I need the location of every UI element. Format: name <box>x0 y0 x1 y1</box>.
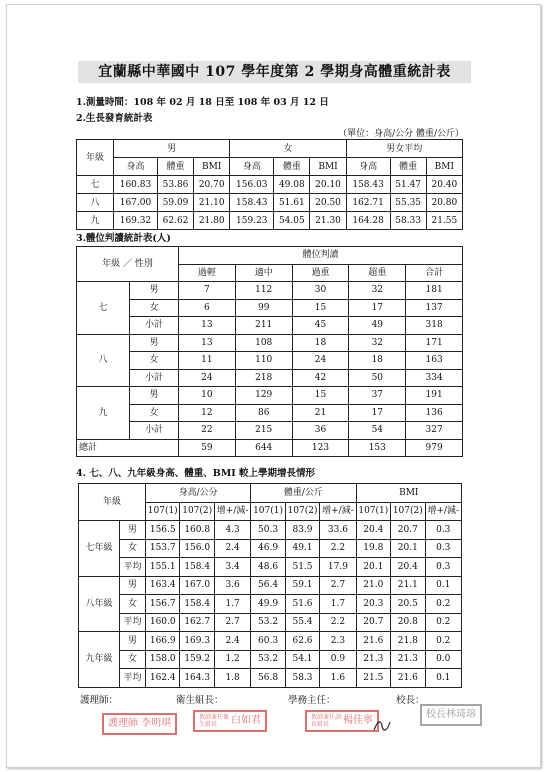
growth-grade-header: 年級 <box>77 140 114 176</box>
value-cell: 21.5 <box>356 669 390 688</box>
value-cell: 137 <box>406 299 463 317</box>
section-body-type-heading: 3.體位判讀統計表(人) <box>76 233 171 244</box>
value-cell: 21.10 <box>194 194 230 212</box>
value-cell: 15 <box>292 299 349 317</box>
body-type-column-header: 過重 <box>292 264 349 282</box>
gender-cell: 女 <box>130 352 179 370</box>
table-row <box>77 212 463 230</box>
change-group-header: BMI <box>356 484 461 503</box>
principal-signature-label: 校長： <box>396 695 425 706</box>
grade-cell: 七 <box>77 176 114 194</box>
value-cell: 1.2 <box>214 650 250 669</box>
change-group-header: 身高/公分 <box>146 484 251 503</box>
value-cell: 59.1 <box>285 576 319 595</box>
value-cell: 129 <box>235 387 292 405</box>
value-cell: 20.4 <box>391 558 425 577</box>
value-cell: 211 <box>235 317 292 335</box>
value-cell: 108 <box>235 334 292 352</box>
change-sub-header: 107(2) <box>180 502 214 521</box>
value-cell: 0.2 <box>425 595 461 614</box>
growth-group-header: 女 <box>230 140 346 158</box>
value-cell: 0.3 <box>425 521 461 540</box>
change-grade-header: 年級 <box>79 484 146 521</box>
value-cell: 20.7 <box>391 521 425 540</box>
value-cell: 54 <box>349 422 406 440</box>
change-table <box>78 483 462 688</box>
table-row <box>79 576 462 595</box>
value-cell: 158.0 <box>146 650 180 669</box>
value-cell: 24 <box>179 369 236 387</box>
gender-cell: 女 <box>130 299 179 317</box>
growth-sub-header: BMI <box>194 158 230 176</box>
table-row <box>79 521 462 540</box>
value-cell: 37 <box>349 387 406 405</box>
value-cell: 21.8 <box>391 632 425 651</box>
grade-cell: 九 <box>77 212 114 230</box>
growth-group-header: 男 <box>114 140 230 158</box>
value-cell: 54.05 <box>274 212 310 230</box>
value-cell: 21.3 <box>356 650 390 669</box>
value-cell: 21.1 <box>391 576 425 595</box>
table-row <box>77 334 463 352</box>
gender-cell: 平均 <box>120 669 146 688</box>
table-row <box>77 299 463 317</box>
value-cell: 20.50 <box>310 194 346 212</box>
section-growth-heading: 2.生長發育統計表 <box>76 113 153 124</box>
value-cell: 0.2 <box>425 632 461 651</box>
body-type-column-header: 超重 <box>349 264 406 282</box>
value-cell: 167.00 <box>114 194 158 212</box>
value-cell: 2.2 <box>320 539 356 558</box>
value-cell: 110 <box>235 352 292 370</box>
value-cell: 51.47 <box>390 176 426 194</box>
gender-cell: 女 <box>130 404 179 422</box>
gender-cell: 女 <box>120 595 146 614</box>
value-cell: 15 <box>292 387 349 405</box>
growth-group-header: 男女平均 <box>346 140 462 158</box>
grade-cell: 九年級 <box>79 632 120 688</box>
value-cell: 7 <box>179 282 236 300</box>
body-type-table <box>76 246 463 457</box>
value-cell: 60.3 <box>251 632 285 651</box>
value-cell: 51.61 <box>274 194 310 212</box>
grade-cell: 九 <box>77 387 130 440</box>
value-cell: 20.7 <box>356 613 390 632</box>
academic-director-stamp-name: 楊佳寧 <box>343 715 373 726</box>
value-cell: 12 <box>179 404 236 422</box>
gender-cell: 平均 <box>120 558 146 577</box>
value-cell: 171 <box>406 334 463 352</box>
table-row <box>77 387 463 405</box>
academic-director-stamp-title: 教師兼任訓育組長 <box>311 713 342 728</box>
value-cell: 86 <box>235 404 292 422</box>
value-cell: 56.4 <box>251 576 285 595</box>
table-row <box>79 632 462 651</box>
gender-cell: 男 <box>120 521 146 540</box>
gender-cell: 男 <box>120 576 146 595</box>
value-cell: 17 <box>349 404 406 422</box>
value-cell: 167.0 <box>180 576 214 595</box>
growth-sub-header: 身高 <box>114 158 158 176</box>
value-cell: 160.8 <box>180 521 214 540</box>
value-cell: 3.4 <box>214 558 250 577</box>
page-title: 宜蘭縣中華國中 107 學年度第 2 學期身高體重統計表 <box>78 61 471 83</box>
grade-cell: 七 <box>77 282 130 335</box>
value-cell: 49.9 <box>251 595 285 614</box>
value-cell: 0.9 <box>320 650 356 669</box>
value-cell: 19.8 <box>356 539 390 558</box>
grade-cell: 八 <box>77 334 130 387</box>
change-group-header: 體重/公斤 <box>251 484 356 503</box>
academic-director-stamp <box>305 710 379 732</box>
table-row <box>77 404 463 422</box>
value-cell: 318 <box>406 317 463 335</box>
academic-director-signature-label: 學務主任： <box>288 695 336 706</box>
value-cell: 20.40 <box>426 176 462 194</box>
value-cell: 21.55 <box>426 212 462 230</box>
table-row <box>77 352 463 370</box>
value-cell: 153.7 <box>146 539 180 558</box>
gender-cell: 小計 <box>130 369 179 387</box>
value-cell: 48.6 <box>251 558 285 577</box>
total-value-cell: 644 <box>235 439 292 457</box>
value-cell: 163.4 <box>146 576 180 595</box>
table-row <box>77 282 463 300</box>
value-cell: 155.1 <box>146 558 180 577</box>
value-cell: 160.0 <box>146 613 180 632</box>
body-type-column-header: 過輕 <box>179 264 236 282</box>
value-cell: 0.3 <box>425 539 461 558</box>
value-cell: 20.1 <box>356 558 390 577</box>
value-cell: 1.8 <box>214 669 250 688</box>
value-cell: 162.71 <box>346 194 390 212</box>
value-cell: 159.2 <box>180 650 214 669</box>
total-row <box>77 439 463 457</box>
change-sub-header: 增+/減- <box>214 502 250 521</box>
grade-cell: 八年級 <box>79 576 120 632</box>
table-row <box>79 595 462 614</box>
change-sub-header: 增+/減- <box>425 502 461 521</box>
value-cell: 55.4 <box>285 613 319 632</box>
table-row <box>77 194 463 212</box>
value-cell: 17 <box>349 299 406 317</box>
value-cell: 62.6 <box>285 632 319 651</box>
table-row <box>79 558 462 577</box>
value-cell: 21.0 <box>356 576 390 595</box>
value-cell: 0.1 <box>425 669 461 688</box>
value-cell: 24 <box>292 352 349 370</box>
value-cell: 164.3 <box>180 669 214 688</box>
value-cell: 54.1 <box>285 650 319 669</box>
value-cell: 11 <box>179 352 236 370</box>
value-cell: 21.3 <box>391 650 425 669</box>
value-cell: 160.83 <box>114 176 158 194</box>
nurse-stamp: 護理師 李明琪 <box>102 713 177 735</box>
value-cell: 36 <box>292 422 349 440</box>
value-cell: 30 <box>292 282 349 300</box>
total-value-cell: 153 <box>349 439 406 457</box>
body-type-top-header: 體位判讀 <box>179 247 463 265</box>
change-sub-header: 107(1) <box>356 502 390 521</box>
change-sub-header: 107(2) <box>391 502 425 521</box>
measurement-period: 1.測量時間：108 年 02 月 18 日至 108 年 03 月 12 日 <box>76 97 329 108</box>
change-sub-header: 107(2) <box>285 502 319 521</box>
table-row <box>79 613 462 632</box>
value-cell: 2.7 <box>320 576 356 595</box>
value-cell: 2.2 <box>320 613 356 632</box>
health-leader-stamp-name: 白如君 <box>231 715 261 726</box>
growth-sub-header: BMI <box>310 158 346 176</box>
value-cell: 51.5 <box>285 558 319 577</box>
value-cell: 4.3 <box>214 521 250 540</box>
total-value-cell: 123 <box>292 439 349 457</box>
value-cell: 56.8 <box>251 669 285 688</box>
value-cell: 2.4 <box>214 539 250 558</box>
value-cell: 21.80 <box>194 212 230 230</box>
value-cell: 99 <box>235 299 292 317</box>
growth-sub-header: 體重 <box>274 158 310 176</box>
value-cell: 17.9 <box>320 558 356 577</box>
value-cell: 49 <box>349 317 406 335</box>
health-leader-stamp <box>193 710 267 732</box>
growth-sub-header: 身高 <box>346 158 390 176</box>
value-cell: 163 <box>406 352 463 370</box>
value-cell: 1.7 <box>320 595 356 614</box>
value-cell: 156.03 <box>230 176 274 194</box>
value-cell: 162.4 <box>146 669 180 688</box>
body-type-column-header: 適中 <box>235 264 292 282</box>
value-cell: 49.1 <box>285 539 319 558</box>
table-row <box>79 539 462 558</box>
gender-cell: 男 <box>130 387 179 405</box>
change-sub-header: 增+/減- <box>320 502 356 521</box>
table-row <box>79 669 462 688</box>
value-cell: 136 <box>406 404 463 422</box>
value-cell: 20.5 <box>391 595 425 614</box>
value-cell: 1.7 <box>214 595 250 614</box>
value-cell: 62.62 <box>157 212 193 230</box>
gender-cell: 女 <box>120 650 146 669</box>
health-leader-signature-label: 衛生組長： <box>176 695 224 706</box>
value-cell: 10 <box>179 387 236 405</box>
value-cell: 20.80 <box>426 194 462 212</box>
value-cell: 20.3 <box>356 595 390 614</box>
value-cell: 21 <box>292 404 349 422</box>
body-type-column-header: 合計 <box>406 264 463 282</box>
value-cell: 53.2 <box>251 650 285 669</box>
value-cell: 55.35 <box>390 194 426 212</box>
table-row <box>77 176 463 194</box>
value-cell: 45 <box>292 317 349 335</box>
health-leader-stamp-title: 教師兼任衛生組長 <box>199 713 230 728</box>
table-row <box>77 422 463 440</box>
value-cell: 13 <box>179 317 236 335</box>
principal-stamp: 校長林琦瑢 <box>420 704 482 726</box>
value-cell: 169.32 <box>114 212 158 230</box>
value-cell: 159.23 <box>230 212 274 230</box>
grade-cell: 八 <box>77 194 114 212</box>
value-cell: 158.43 <box>230 194 274 212</box>
value-cell: 21.30 <box>310 212 346 230</box>
value-cell: 164.28 <box>346 212 390 230</box>
value-cell: 18 <box>292 334 349 352</box>
handwritten-signature-mark <box>372 716 392 734</box>
value-cell: 50 <box>349 369 406 387</box>
value-cell: 18 <box>349 352 406 370</box>
value-cell: 32 <box>349 334 406 352</box>
value-cell: 156.0 <box>180 539 214 558</box>
value-cell: 158.43 <box>346 176 390 194</box>
value-cell: 13 <box>179 334 236 352</box>
gender-cell: 男 <box>130 282 179 300</box>
table-row <box>77 369 463 387</box>
nurse-signature-label: 護理師： <box>80 695 119 706</box>
value-cell: 59.09 <box>157 194 193 212</box>
value-cell: 83.9 <box>285 521 319 540</box>
growth-sub-header: 體重 <box>390 158 426 176</box>
value-cell: 51.6 <box>285 595 319 614</box>
body-type-left-header: 年級 ／ 性別 <box>77 247 179 282</box>
value-cell: 0.2 <box>425 613 461 632</box>
gender-cell: 小計 <box>130 317 179 335</box>
value-cell: 3.6 <box>214 576 250 595</box>
value-cell: 218 <box>235 369 292 387</box>
value-cell: 181 <box>406 282 463 300</box>
value-cell: 1.6 <box>320 669 356 688</box>
value-cell: 21.6 <box>356 632 390 651</box>
gender-cell: 男 <box>120 632 146 651</box>
gender-cell: 女 <box>120 539 146 558</box>
value-cell: 156.5 <box>146 521 180 540</box>
change-sub-header: 107(1) <box>146 502 180 521</box>
change-sub-header: 107(1) <box>251 502 285 521</box>
value-cell: 49.08 <box>274 176 310 194</box>
section-change-heading: 4. 七、八、九年級身高、體重、BMI 較上學期增長情形 <box>76 468 316 479</box>
value-cell: 2.7 <box>214 613 250 632</box>
growth-sub-header: BMI <box>426 158 462 176</box>
unit-note: （單位：身高/公分 體重/公斤） <box>338 129 464 139</box>
total-value-cell: 979 <box>406 439 463 457</box>
value-cell: 334 <box>406 369 463 387</box>
value-cell: 169.3 <box>180 632 214 651</box>
growth-sub-header: 身高 <box>230 158 274 176</box>
value-cell: 6 <box>179 299 236 317</box>
value-cell: 0.0 <box>425 650 461 669</box>
value-cell: 20.8 <box>391 613 425 632</box>
value-cell: 21.6 <box>391 669 425 688</box>
value-cell: 20.4 <box>356 521 390 540</box>
value-cell: 50.3 <box>251 521 285 540</box>
value-cell: 22 <box>179 422 236 440</box>
gender-cell: 小計 <box>130 422 179 440</box>
table-row <box>77 317 463 335</box>
gender-cell: 平均 <box>120 613 146 632</box>
value-cell: 58.33 <box>390 212 426 230</box>
total-label: 總計 <box>77 439 179 457</box>
value-cell: 0.1 <box>425 576 461 595</box>
value-cell: 0.3 <box>425 558 461 577</box>
gender-cell: 男 <box>130 334 179 352</box>
value-cell: 162.7 <box>180 613 214 632</box>
value-cell: 46.9 <box>251 539 285 558</box>
table-row <box>79 650 462 669</box>
grade-cell: 七年級 <box>79 521 120 577</box>
value-cell: 327 <box>406 422 463 440</box>
value-cell: 33.6 <box>320 521 356 540</box>
value-cell: 32 <box>349 282 406 300</box>
value-cell: 2.3 <box>320 632 356 651</box>
value-cell: 191 <box>406 387 463 405</box>
value-cell: 20.10 <box>310 176 346 194</box>
value-cell: 112 <box>235 282 292 300</box>
value-cell: 53.2 <box>251 613 285 632</box>
value-cell: 215 <box>235 422 292 440</box>
growth-table <box>76 139 463 230</box>
value-cell: 20.70 <box>194 176 230 194</box>
value-cell: 158.4 <box>180 558 214 577</box>
growth-sub-header: 體重 <box>157 158 193 176</box>
value-cell: 156.7 <box>146 595 180 614</box>
value-cell: 158.4 <box>180 595 214 614</box>
total-value-cell: 59 <box>179 439 236 457</box>
value-cell: 42 <box>292 369 349 387</box>
value-cell: 58.3 <box>285 669 319 688</box>
value-cell: 20.1 <box>391 539 425 558</box>
value-cell: 2.4 <box>214 632 250 651</box>
value-cell: 53.86 <box>157 176 193 194</box>
value-cell: 166.9 <box>146 632 180 651</box>
